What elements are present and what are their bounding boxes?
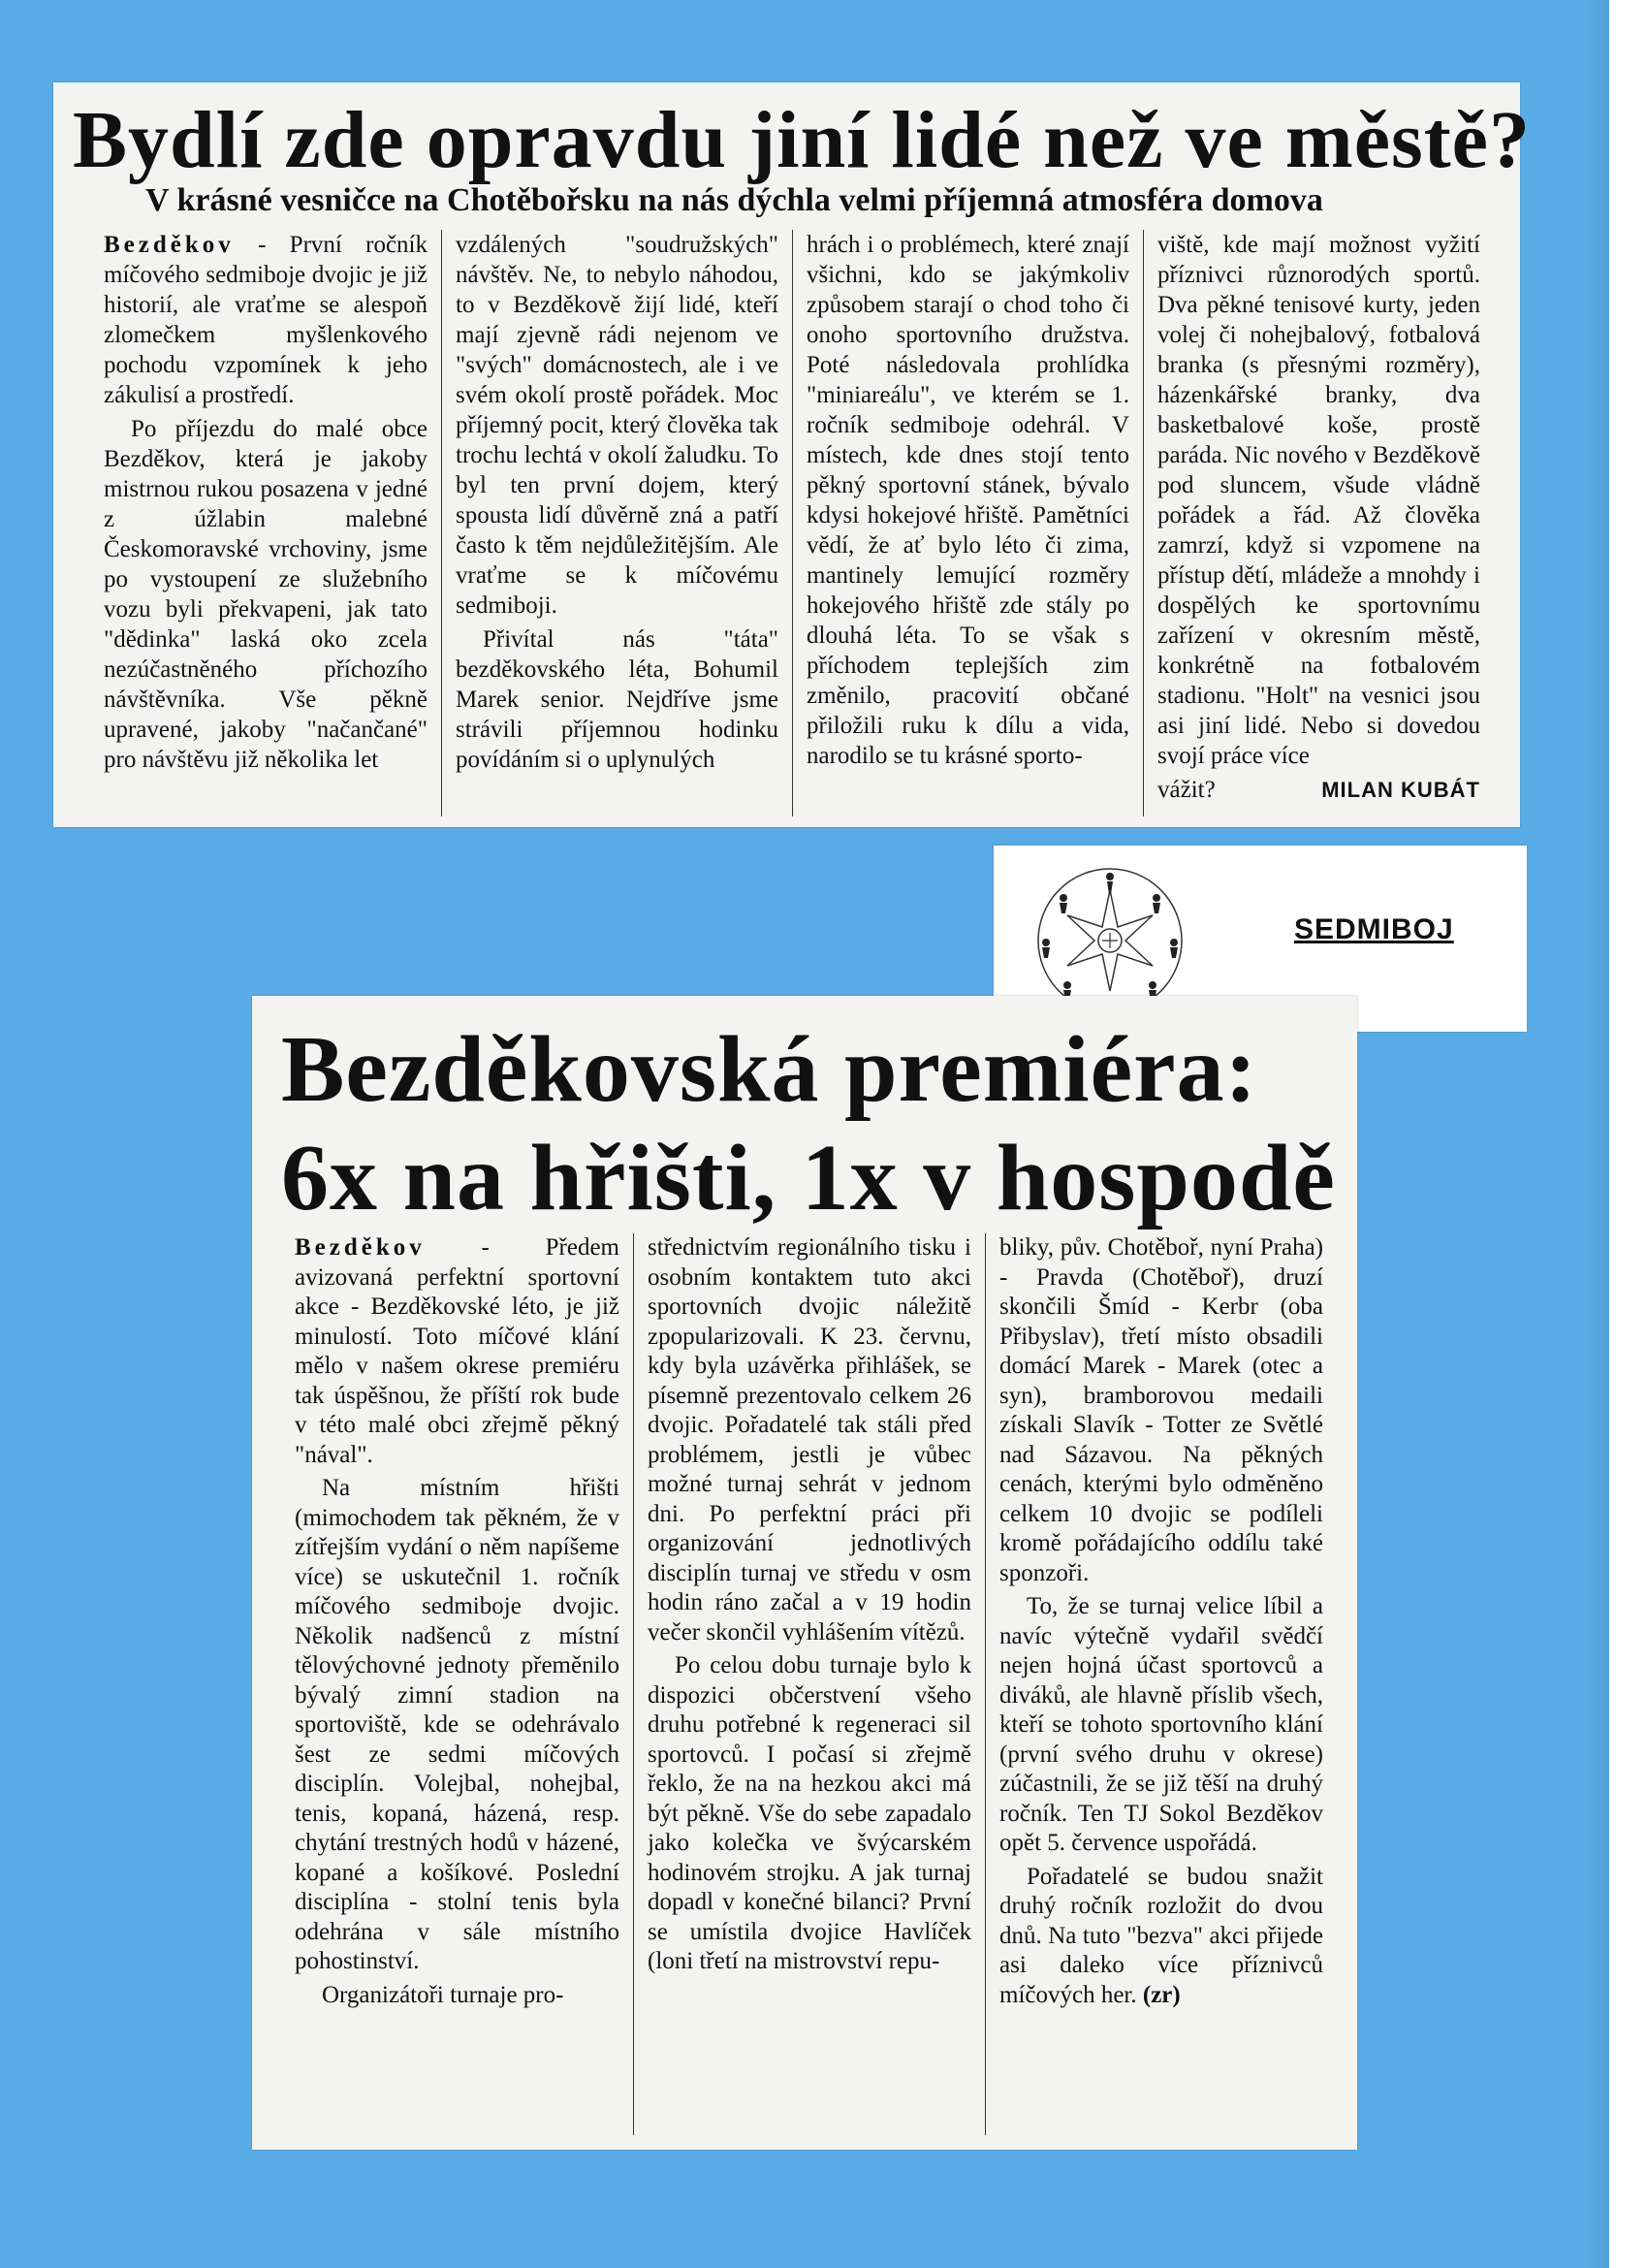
article2-paragraph: bliky, pův. Chotěboř, nyní Praha) - Pravda (Chotěboř), druzí skončili Šmíd - Kerbr (oba Přibyslav), třetí místo obsadili domácí Marek - Marek (otec a syn), bramborovou medaili získali Slavík - Totter ze Světlé nad Sázavou. Na pěkných cenách, kterými bylo odměněno celkem 10 dvojic se podíleli kromě pořádajícího oddílu také sponzoři. — [999, 1234, 1323, 1586]
article1-column-4 — [1143, 230, 1494, 816]
article1-paragraph: viště, kde mají možnost vyžití příznivci různorodých sportů. Dva pěkné tenisové kurty, jeden volej či nohejbalový, fotbalová branka (s přesnými rozměry), házenkářské branky, dva basketbalové koše, prostě paráda. Nic nového v Bezděkově pod sluncem, všude vládně pořádek a řád. Až člověka zamrzí, když si vzpomene na přístup dětí, mládeže a mnohdy i dospělých ke sportovnímu zařízení v okresním městě, konkrétně na fotbalovém stadionu. "Holt" na vesnici jsou asi jiní lidé. Nebo si dovedou svojí práce více — [1157, 232, 1480, 769]
article2-headline — [281, 1015, 1336, 1232]
article1-final-word: vážit? — [1157, 777, 1216, 803]
article2-placeline: Bezděkov — [295, 1234, 426, 1261]
article-clipping-2 — [252, 996, 1357, 2150]
article1-paragraph: Přivítal nás "táta" bezděkovského léta, Bohumil Marek senior. Nejdříve jsme strávili příjemnou hodinku povídáním si o uplynulých — [456, 626, 778, 773]
article1-text: - První ročník míčového sedmiboje dvojic je již historií, ale vraťme se alespoň zlomečkem myšlenkového pochodu vzpomínek k jeho zákulisí a prostředí. — [104, 232, 428, 408]
article1-byline: MILAN KUBÁT — [1321, 778, 1480, 802]
article-clipping-1 — [53, 82, 1531, 827]
article1-column-2 — [441, 230, 792, 816]
article1-columns — [90, 230, 1496, 816]
article1-headline: Bydlí zde opravdu jiní lidé než ve městě? — [73, 95, 1531, 185]
article1-paragraph: vzdálených "soudružských" návštěv. Ne, to nebylo náhodou, to v Bezděkově žijí lidé, kteří mají zjevně rádi nejenom ve "svých" domácnostech, ale i ve svém okolí prostě pořádek. Moc příjemný pocit, který člověka tak trochu lechtá v okolí žaludku. To byl ten první dojem, který spousta lidí důvěrně zná a patří často k těm nejdůležitějším. Ale vraťme se k míčovému sedmiboji. — [456, 232, 778, 619]
article2-paragraph: To, že se turnaj velice líbil a navíc výtečně vydařil svědčí nejen hojná účast sportovců a diváků, ale hlavně příslib všech, kteří se tohoto sportovního klání (první svého druhu v okrese) zúčastnili, že se již těší na druhý ročník. Ten TJ Sokol Bezděkov opět 5. července uspořádá. — [999, 1593, 1323, 1856]
article2-paragraph — [999, 1863, 1323, 2011]
article2-signature: (zr) — [1142, 1981, 1181, 2008]
article1-paragraph — [104, 230, 428, 410]
article2-column-3 — [985, 1233, 1337, 2135]
article1-byline-row — [1157, 775, 1480, 805]
article2-column-1 — [281, 1233, 633, 2135]
article1-paragraph: hrách i o problémech, které znají všichni, kdo se jakýmkoliv způsobem starají o chod toho či onoho sportovního družstva. Poté následovala prohlídka "miniareálu", ve kterém se 1. ročník sedmiboje odehrál. V místech, kde dnes stojí tento pěkný sportovní stánek, bývalo kdysi hokejové hřiště. Pamětníci vědí, že ať bylo léto či zima, mantinely lemující rozměry hokejového hřiště zde stály po dlouhá léta. To se však s příchodem teplejších zim změnilo, pracovití občané přiložili ruku k dílu a vida, narodilo se tu krásné sporto- — [807, 232, 1129, 769]
article1-column-1 — [90, 230, 441, 816]
article2-paragraph: Na místním hřišti (mimochodem tak pěkném, že v zítřejším vydání o něm napíšeme více) se uskutečnil 1. ročník míčového sedmiboje dvojic. Několik nadšenců z místní tělovýchovné jednoty přeměnilo bývalý zimní stadion na sportoviště, kde se odehrávalo šest ze sedmi míčových disciplín. Volejbal, nohejbal, tenis, kopaná, házená, resp. chytání trestných hodů v házené, kopané a košíkové. Poslední disciplína - stolní tenis byla odehrána v sále místního pohostinství. — [295, 1475, 619, 1974]
article2-column-2 — [633, 1233, 985, 2135]
article2-paragraph: střednictvím regionálního tisku i osobním kontaktem tuto akci sportovních dvojic náležitě zpopularizovali. K 23. červnu, kdy byla uzávěrka přihlášek, se písemně prezentovalo celkem 26 dvojic. Pořadatelé tak stáli před problémem, jestli je vůbec možné turnaj sehrát v jednom dni. Po perfektní práci při organizování jednotlivých disciplín turnaj ve středu v osm hodin ráno začal a v 19 hodin večer skončil vyhlášením vítězů. — [648, 1234, 971, 1645]
article2-paragraph: Organizátoři turnaje pro- — [322, 1981, 564, 2008]
article1-column-3 — [792, 230, 1143, 816]
sedmiboj-label: SEDMIBOJ — [1294, 913, 1454, 945]
board-crease — [1588, 0, 1609, 2268]
article1-subhead: V krásné vesničce na Chotěbořsku na nás dýchla velmi příjemná atmosféra domova — [145, 182, 1323, 218]
article2-paragraph — [295, 1233, 619, 1470]
article2-text: Pořadatelé se budou snažit druhý ročník rozložit do dvou dnů. Na tuto "bezva" akci přijede asi daleko více příznivců míčových her. — [999, 1863, 1323, 2008]
article1-paragraph: Po příjezdu do malé obce Bezděkov, která je jakoby mistrnou rukou posazena v jedné z úžlabin malebné Českomoravské vrchoviny, jsme po vystoupení ze služebního vozu byli překvapeni, jak tato "dědinka" laská oko zcela nezúčastněného příchozího návštěvníka. Vše pěkně upravené, jakoby "načančané" pro návštěvu již několika let — [104, 416, 428, 773]
sedmiboj-logo-icon — [1032, 863, 1188, 1018]
article2-headline-line-2: 6x na hřišti, 1x v hospodě — [281, 1126, 1336, 1230]
article2-headline-line-1: Bezděkovská premiéra: — [281, 1017, 1258, 1122]
article2-text: - Předem avizovaná perfektní sportovní akce - Bezděkovské léto, je již minulostí. Toto míčové klání mělo v našem okrese premiéru tak úspěšnou, že příští rok bude v této malé obci zřejmě pěkný "nával". — [295, 1234, 619, 1468]
article2-paragraph: Po celou dobu turnaje bylo k dispozici občerstvení všeho druhu potřebné k regeneraci sil sportovců. I počasí si zřejmě řeklo, že na na hezkou akci má být pěkně. Vše do sebe zapadalo jako kolečka ve švýcarském hodinovém strojku. A jak turnaj dopadl v konečné bilanci? První se umístila dvojice Havlíček (loni třetí na mistrovství repu- — [648, 1652, 971, 1974]
article1-placeline: Bezděkov — [104, 232, 235, 258]
scan-margin — [1609, 0, 1647, 2268]
article2-columns — [281, 1233, 1338, 2135]
